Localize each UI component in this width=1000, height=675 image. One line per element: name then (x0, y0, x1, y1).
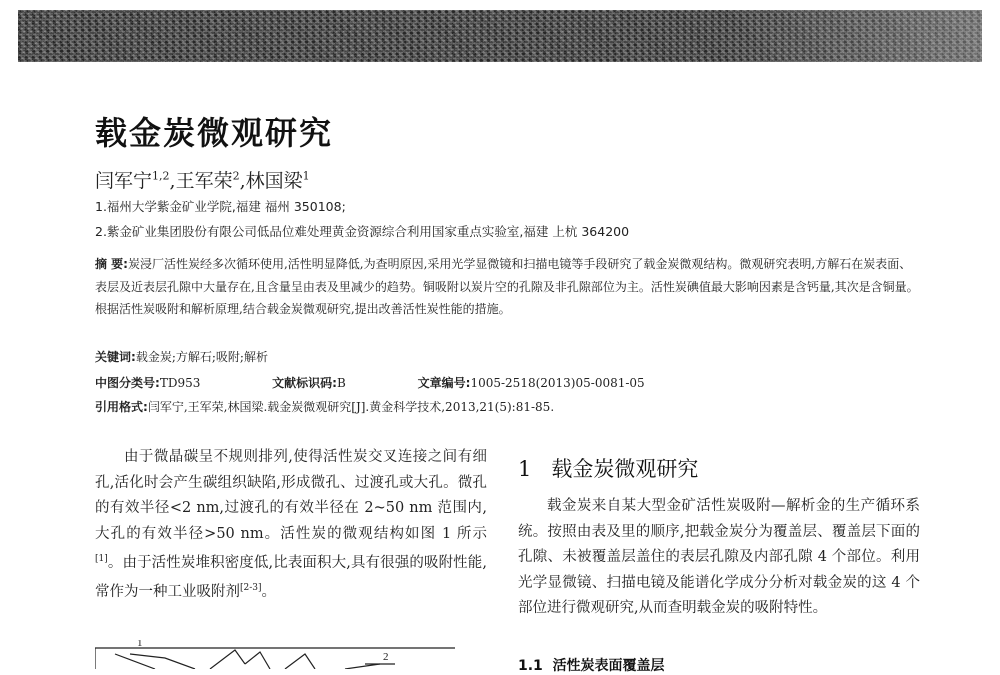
citation-ref-1: [1] (95, 554, 108, 564)
classification-line (95, 374, 713, 391)
author-affil-mark: 1 (302, 169, 310, 183)
figure-1-carbon-structure (95, 640, 455, 669)
figure-label-1: 1 (137, 640, 143, 649)
intro-text-1: 由于微晶碳呈不规则排列,使得活性炭交叉连接之间有细孔,活化时会产生碳组织缺陷,形成微孔、过渡孔或大孔。微孔的有效半径<2 nm,过渡孔的有效半径在 2~50 nm 范围内,大孔的有效半径>50 nm。活性炭的微观结构如图 1 所示 (95, 449, 487, 542)
author-list: 闫军宁$^{1,2}$,王军荣$^2$,林国梁$^1$ (95, 169, 310, 192)
banner-fade (722, 10, 982, 62)
pore-line (210, 650, 245, 669)
author-name: 王军荣 (175, 170, 233, 192)
abstract-text: 炭浸厂活性炭经多次循环使用,活性明显降低,为查明原因,采用光学显微镜和扫描电镜等手段研究了载金炭微观结构。微观研究表明,方解石在炭表面、表层及近表层孔隙中大量存在,且含量呈由表及里减少的趋势。铜吸附以炭片空的孔隙及非孔隙部位为主。活性炭碘值最大影响因素是含钙量,其次是含铜量。根据活性炭吸附和解析原理,结合载金炭微观研究,提出改善活性炭性能的措施。 (95, 257, 919, 316)
figure-label-2: 2 (383, 651, 389, 663)
section-heading (518, 453, 698, 483)
keywords-label: 关键词: (95, 350, 136, 364)
pore-line (285, 654, 315, 669)
citation-ref-2: [2-3] (240, 583, 262, 594)
classification-label: 中图分类号: (95, 376, 160, 390)
section-paragraph: 载金炭来自某大型金矿活性炭吸附—解析金的生产循环系统。按照由表及里的顺序,把载金炭分为覆盖层、覆盖层下面的孔隙、未被覆盖层盖住的表层孔隙及内部孔隙 4 个部位。利用光学显微镜、扫描电镜及能谱化学成分分析对载金炭的这 4 个部位进行微观研究,从而查明载金炭的吸附特性。 (518, 498, 920, 616)
keywords-value: 载金炭;方解石;吸附;解析 (135, 350, 268, 364)
abstract (95, 253, 923, 321)
pore-line (245, 652, 270, 669)
abstract-label: 摘 要: (95, 257, 128, 271)
subsection-title: 活性炭表面覆盖层 (552, 658, 665, 674)
author-name: 林国梁 (245, 170, 303, 192)
subsection-number: 1.1 (518, 658, 543, 674)
section-number: 1 (518, 457, 532, 481)
article-no-value: 1005-2518(2013)05-0081-05 (470, 376, 645, 390)
header-banner (18, 10, 982, 62)
paper-title: 载金炭微观研究 (95, 114, 334, 152)
classification-value: TD953 (159, 376, 201, 390)
author-affil-mark: 1,2 (152, 169, 170, 183)
article-no-label: 文章编号: (417, 376, 471, 390)
affiliation-2: 2.紫金矿业集团股份有限公司低品位难处理黄金资源综合利用国家重点实验室,福建 上杭 364200 (95, 224, 630, 239)
pore-line (130, 654, 195, 669)
subsection-heading (518, 655, 665, 675)
author-name: 闫军宁 (95, 170, 153, 192)
doc-code-value: B (336, 376, 346, 390)
pore-line (345, 664, 380, 669)
section-title: 载金炭微观研究 (551, 457, 699, 481)
affiliation-1: 1.福州大学紫金矿业学院,福建 福州 350108; (95, 199, 346, 214)
keywords-line (95, 348, 268, 365)
intro-text-2: 。由于活性炭堆积密度低,比表面积大,具有很强的吸附性能,常作为一种工业吸附剂 (95, 554, 487, 601)
doc-code-label: 文献标识码: (272, 376, 337, 390)
author-affil-mark: 2 (232, 169, 240, 183)
intro-text-3: 。 (261, 584, 277, 601)
citation-label: 引用格式: (95, 400, 148, 414)
citation-line (95, 398, 554, 415)
intro-paragraph (95, 445, 487, 606)
citation-value: 闫军宁,王军荣,林国梁.载金炭微观研究[J].黄金科学技术,2013,21(5):81-85. (147, 400, 555, 414)
